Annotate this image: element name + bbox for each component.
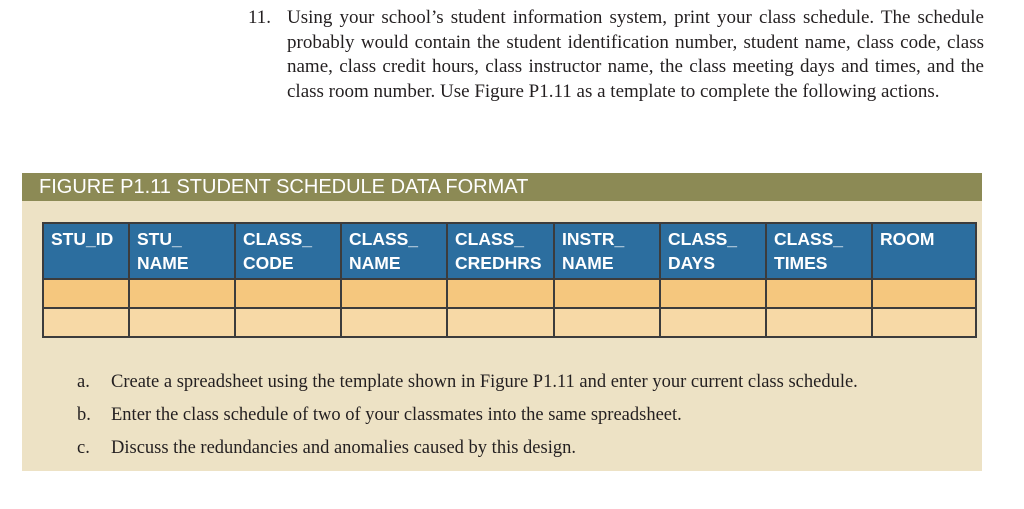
column-header: CLASS_ NAME	[341, 223, 447, 279]
table-row	[43, 279, 976, 308]
table-cell	[660, 308, 766, 337]
column-header: CLASS_ DAYS	[660, 223, 766, 279]
schedule-format-table	[42, 222, 977, 338]
table-cell	[766, 279, 872, 308]
table-cell	[341, 279, 447, 308]
table-cell	[447, 308, 554, 337]
column-header: INSTR_ NAME	[554, 223, 660, 279]
item-text: Discuss the redundancies and anomalies caused by this design.	[111, 438, 576, 458]
table-cell	[43, 308, 129, 337]
column-header: CLASS_ CODE	[235, 223, 341, 279]
table-cell	[872, 279, 976, 308]
table-cell	[447, 279, 554, 308]
figure-box	[22, 173, 982, 471]
problem-statement	[248, 6, 984, 104]
item-label: b.	[77, 405, 91, 425]
list-item	[77, 366, 858, 399]
table-row	[43, 308, 976, 337]
problem-text: Using your school’s student information system, print your class schedule. The schedule probably would contain the student identification number, student name, class code, class name, class credit hours, class instructor name, the class meeting days and times, and the class room number. Use Figure P1.11 as a template to complete the following actions.	[287, 7, 984, 102]
table-cell	[235, 308, 341, 337]
list-item	[77, 432, 858, 465]
table-cell	[872, 308, 976, 337]
item-label: c.	[77, 438, 90, 458]
column-header: CLASS_ CREDHRS	[447, 223, 554, 279]
item-text: Create a spreadsheet using the template shown in Figure P1.11 and enter your current class schedule.	[111, 372, 858, 392]
table-cell	[554, 308, 660, 337]
action-list	[77, 366, 858, 465]
column-header: CLASS_ TIMES	[766, 223, 872, 279]
table-cell	[554, 279, 660, 308]
table-cell	[129, 279, 235, 308]
item-label: a.	[77, 372, 90, 392]
list-item	[77, 399, 858, 432]
table-cell	[660, 279, 766, 308]
problem-number: 11.	[248, 7, 272, 28]
table-cell	[43, 279, 129, 308]
table-cell	[766, 308, 872, 337]
column-header: STU_ NAME	[129, 223, 235, 279]
table-cell	[129, 308, 235, 337]
column-header: STU_ID	[43, 223, 129, 279]
table-cell	[235, 279, 341, 308]
item-text: Enter the class schedule of two of your classmates into the same spreadsheet.	[111, 405, 682, 425]
figure-title: FIGURE P1.11 STUDENT SCHEDULE DATA FORMAT	[22, 173, 982, 201]
table-cell	[341, 308, 447, 337]
column-header: ROOM	[872, 223, 976, 279]
